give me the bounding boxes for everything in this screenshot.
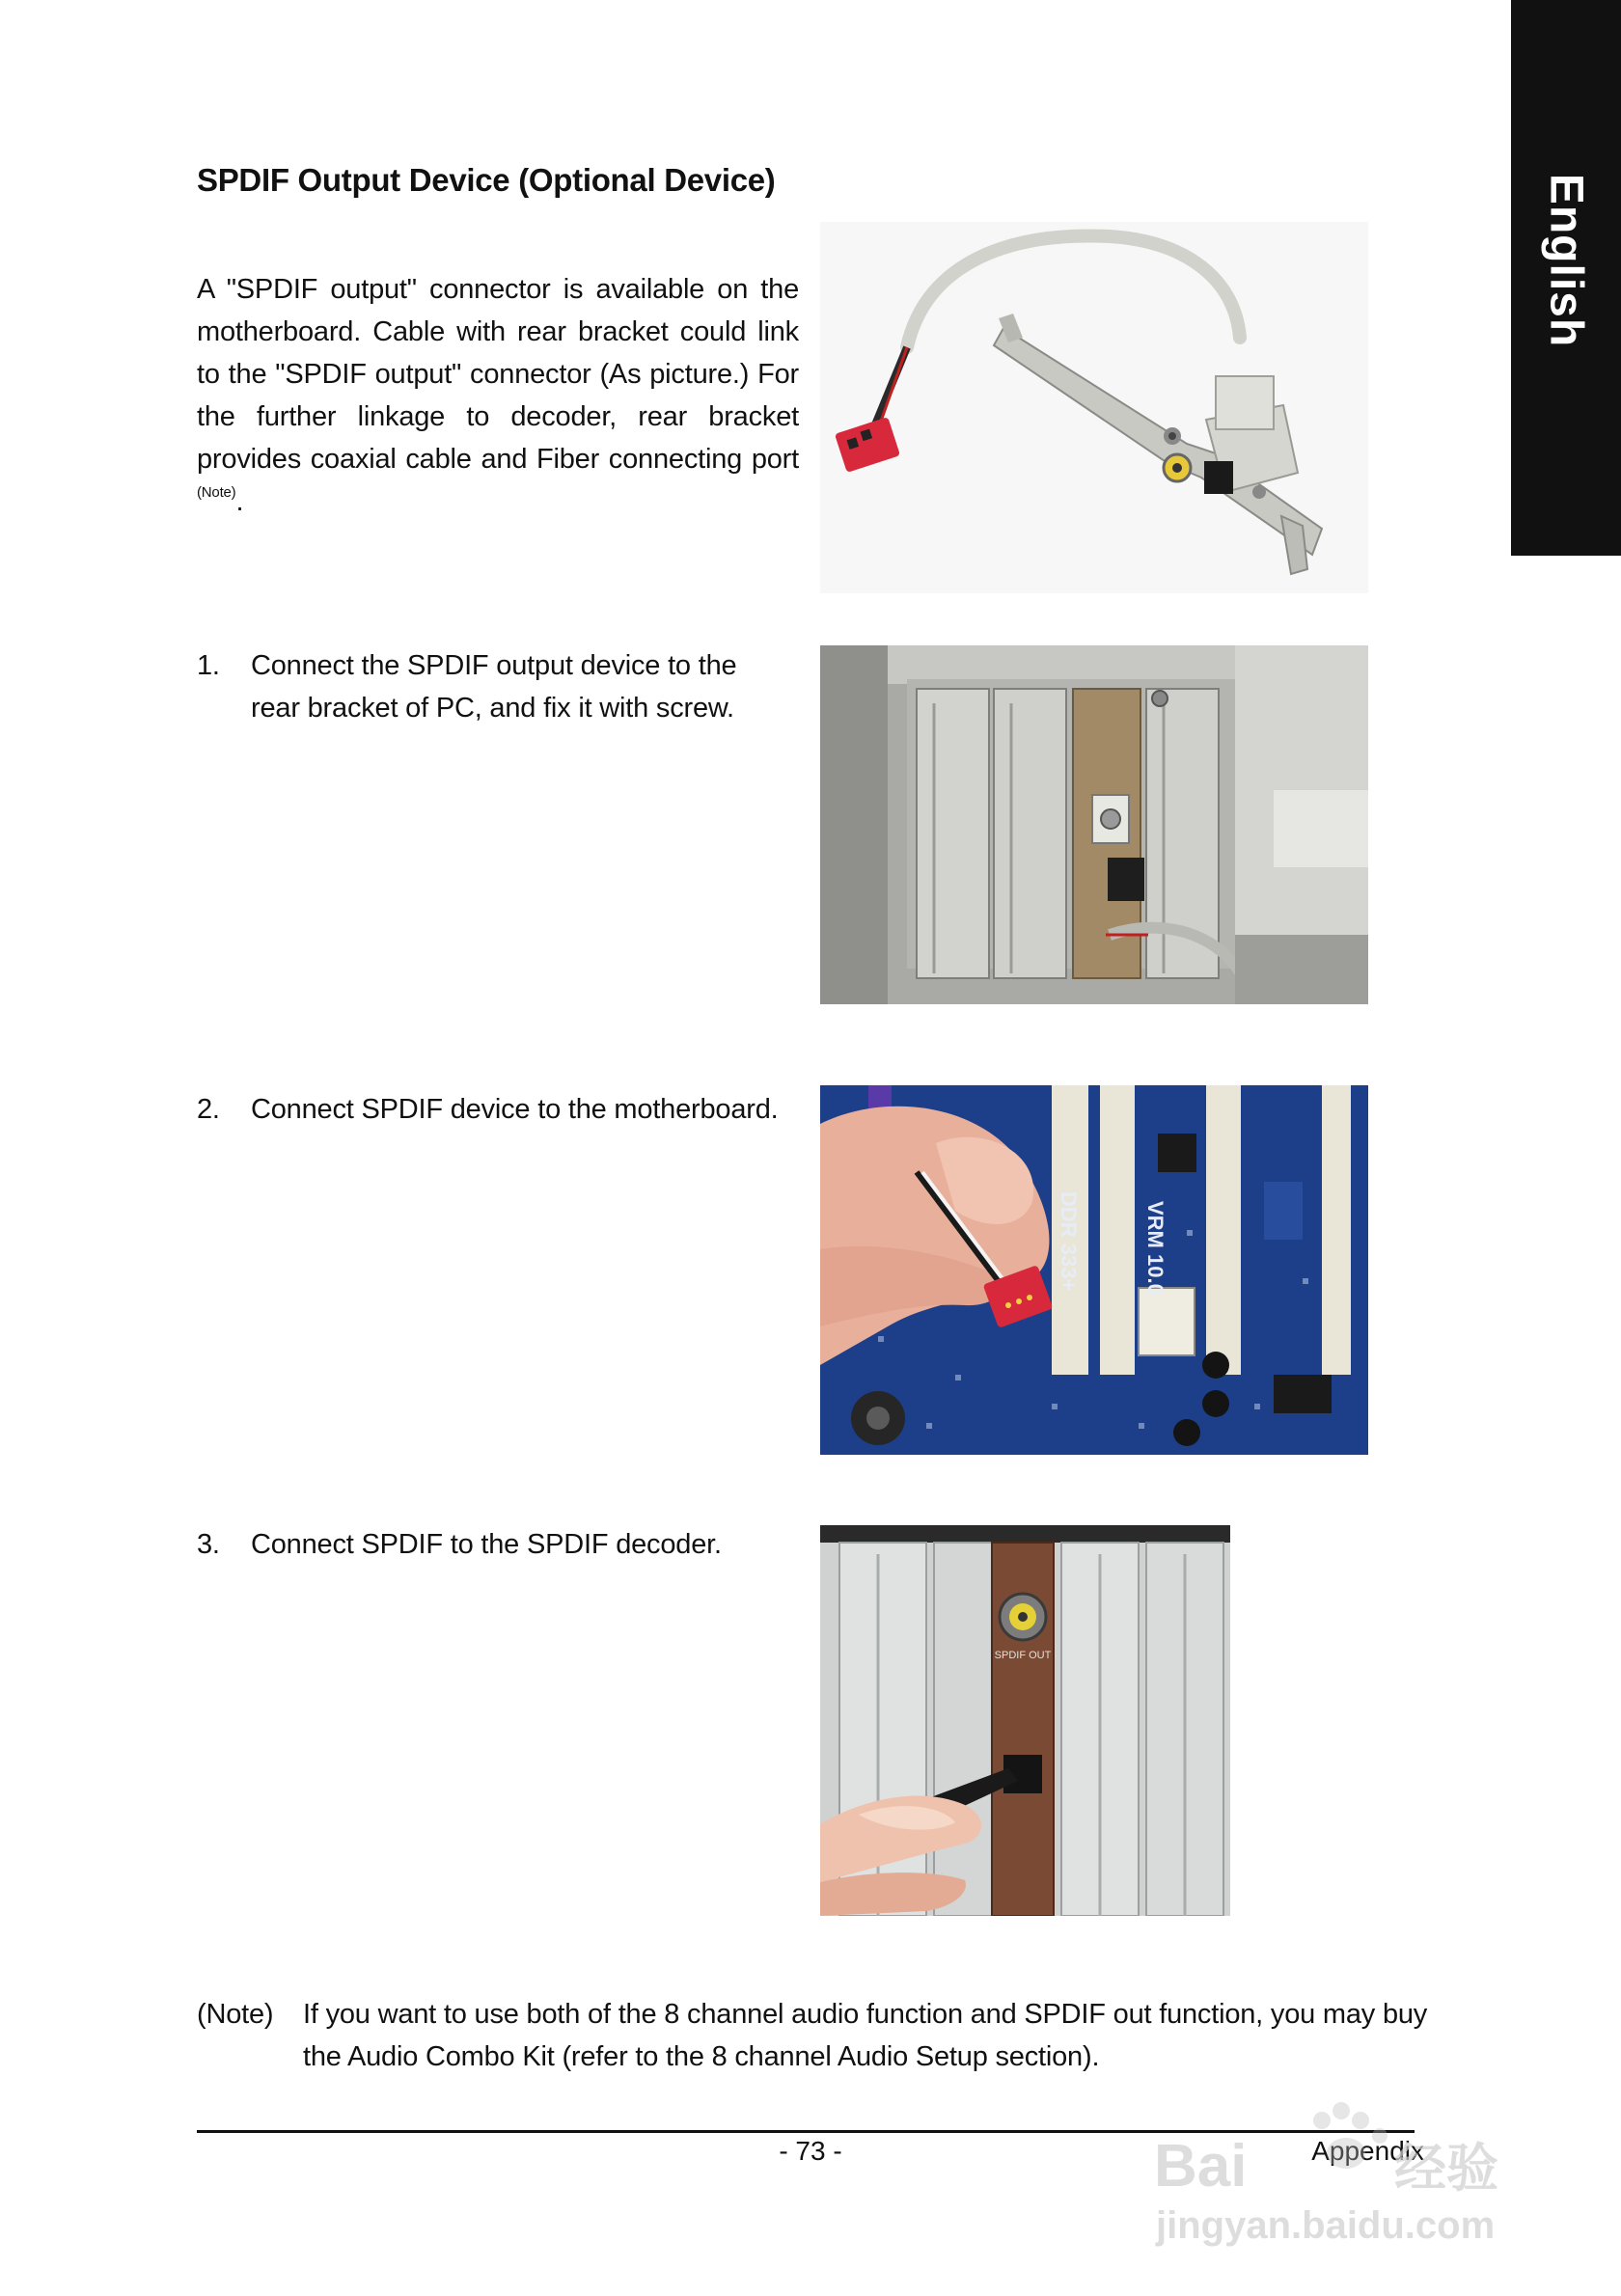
page-number: - 73 - <box>779 2136 842 2166</box>
board-marking-2: VRM 10.0 <box>1143 1201 1168 1296</box>
intro-note-ref: (Note) <box>197 484 236 501</box>
board-marking: DDR 333+ <box>1057 1191 1081 1292</box>
watermark-url: jingyan.baidu.com <box>1156 2204 1496 2247</box>
intro-text: A "SPDIF output" connector is available on the motherboard. Cable with rear bracket could link to the "SPDIF output" connector (As picture.) For the further linkage to decoder, rear bracket provides coaxial cable and Fiber connecting port <box>197 274 799 475</box>
intro-paragraph <box>197 268 799 523</box>
footer-section-name: Appendix <box>1311 2136 1424 2166</box>
bracket-label: SPDIF OUT <box>994 1650 1052 1661</box>
footnote-tag: (Note) <box>197 1999 274 2030</box>
step-3-number: 3. <box>197 1529 220 1560</box>
step-3-text: Connect SPDIF to the SPDIF decoder. <box>251 1529 722 1560</box>
watermark-brand: Bai <box>1154 2133 1248 2200</box>
step-1-number: 1. <box>197 650 220 681</box>
baidu-watermark <box>1148 2093 1525 2248</box>
intro-end: . <box>235 486 244 517</box>
step-2 <box>197 1088 785 1131</box>
language-tab-label: English <box>1540 173 1592 348</box>
rear-bracket-photo <box>820 645 1368 1004</box>
step-2-text: Connect SPDIF device to the motherboard. <box>251 1094 779 1125</box>
step-1 <box>197 644 785 729</box>
motherboard-connect-photo <box>820 1085 1368 1455</box>
footnote-text: If you want to use both of the 8 channel audio function and SPDIF out function, you may buy the Audio Combo Kit (refer to the 8 channel Audio Setup section). <box>303 1999 1428 2072</box>
step-1-text: Connect the SPDIF output device to the rear bracket of PC, and fix it with screw. <box>251 650 737 724</box>
spdif-cable-bracket-photo <box>820 222 1368 593</box>
footnote <box>197 1993 1451 2078</box>
step-2-number: 2. <box>197 1094 220 1125</box>
spdif-decoder-photo <box>820 1525 1230 1916</box>
section-title: SPDIF Output Device (Optional Device) <box>197 162 776 198</box>
step-3 <box>197 1523 785 1566</box>
language-tab <box>1511 0 1621 556</box>
watermark-brand-cn: 经验 <box>1394 2138 1498 2199</box>
